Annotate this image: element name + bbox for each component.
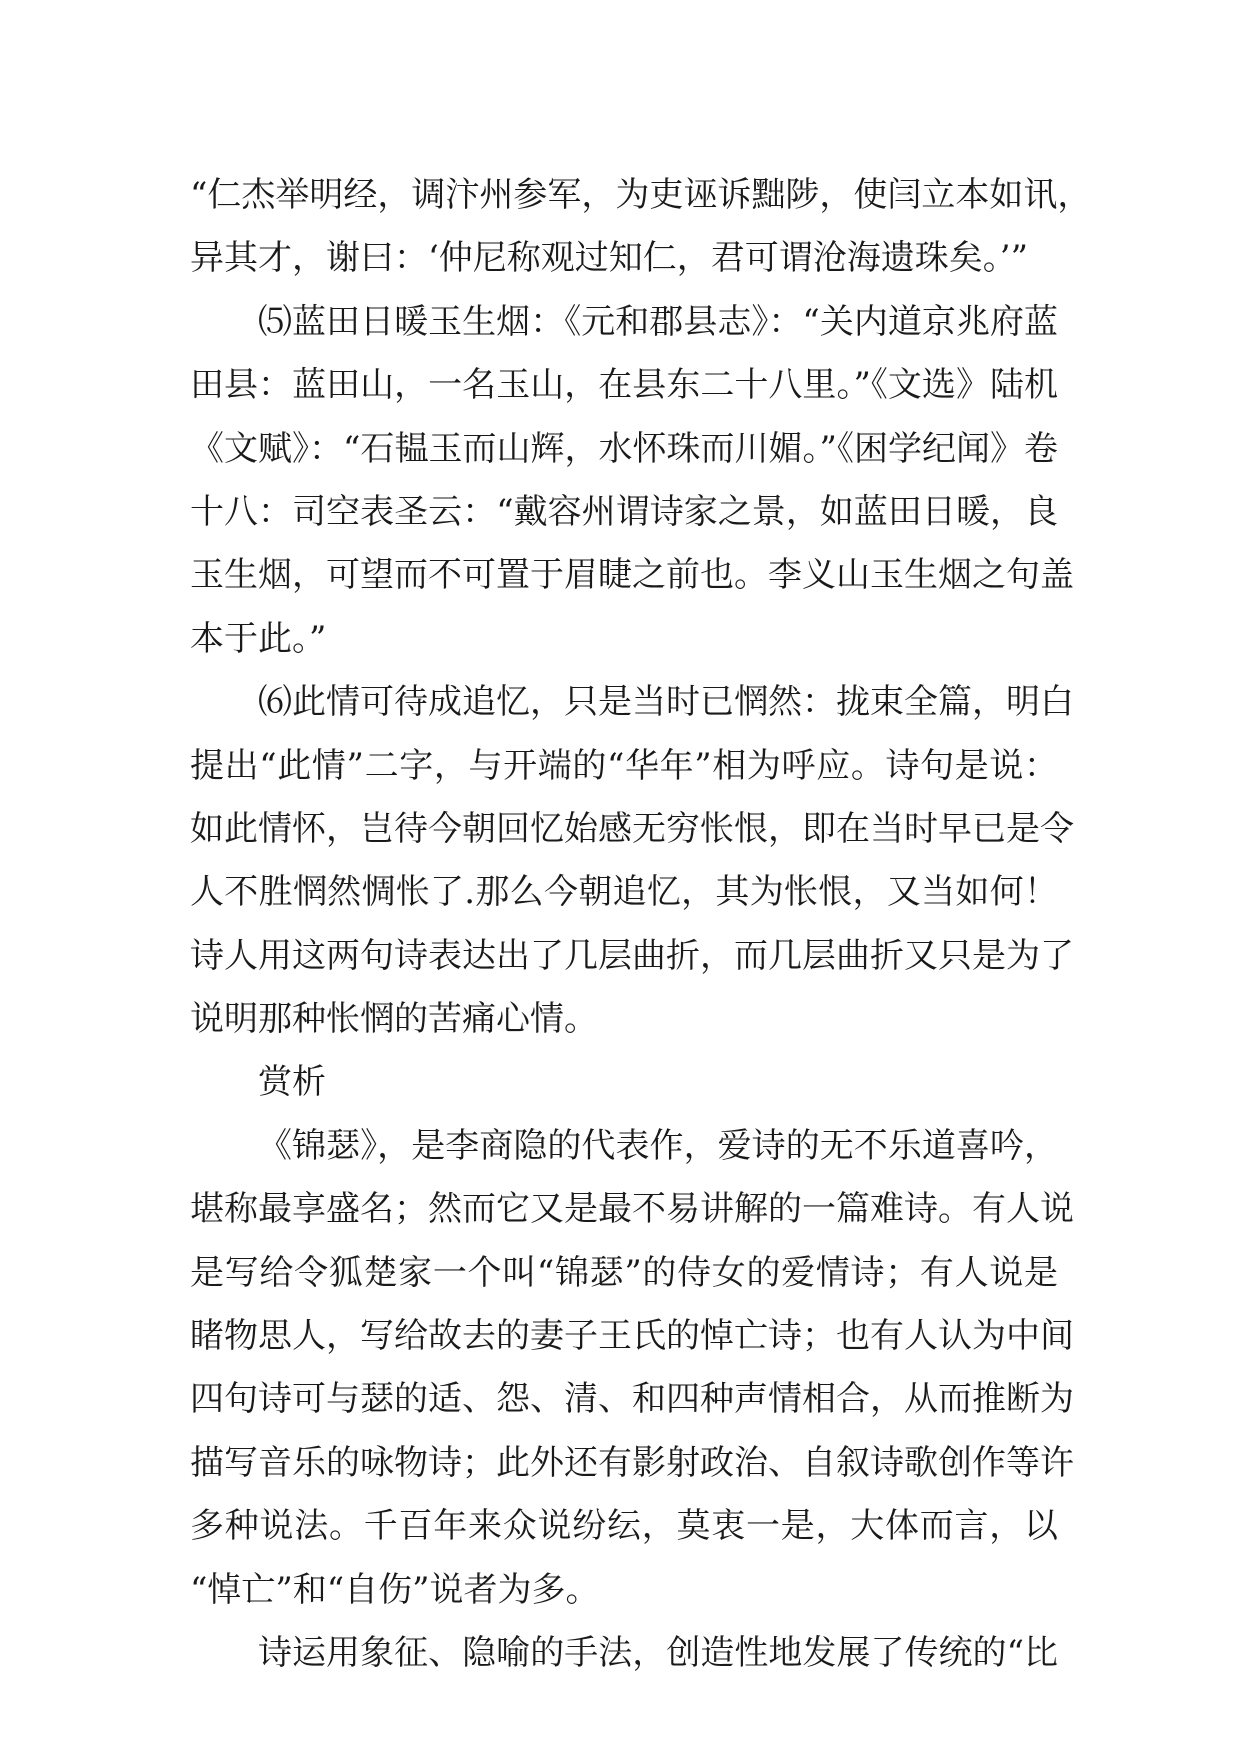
text-line: 提出“此情”二字，与开端的“华年”相为呼应。诗句是说： <box>190 745 1058 786</box>
text-line: 本于此。” <box>190 618 327 659</box>
text-line: 异其才，谢曰：‘仲尼称观过知仁，君可谓沧海遗珠矣。’” <box>190 238 1028 279</box>
section-heading: 赏析 <box>258 1062 326 1103</box>
text-line: 四句诗可与瑟的适、怨、清、和四种声情相合，从而推断为 <box>190 1379 1074 1420</box>
analysis-first-line: 《锦瑟》，是李商隐的代表作，爱诗的无不乐道喜吟， <box>258 1125 1058 1166</box>
text-line: 诗人用这两句诗表达出了几层曲折，而几层曲折又只是为了 <box>190 935 1074 976</box>
body-text <box>190 164 1092 1685</box>
note-5-first-line: ⑸蓝田日暖玉生烟：《元和郡县志》：“关内道京兆府蓝 <box>258 301 1058 342</box>
text-line: 玉生烟，可望而不可置于眉睫之前也。李义山玉生烟之句盖 <box>190 555 1074 596</box>
text-line: 睹物思人，写给故去的妻子王氏的悼亡诗；也有人认为中间 <box>190 1316 1074 1357</box>
text-line: 堪称最享盛名；然而它又是最不易讲解的一篇难诗。有人说 <box>190 1189 1074 1230</box>
text-line: 诗运用象征、隐喻的手法，创造性地发展了传统的“比 <box>258 1632 1058 1673</box>
text-line: 人不胜惘然惆怅了.那么今朝追忆，其为怅恨，又当如何！ <box>190 872 1058 913</box>
note-6-first-line: ⑹此情可待成追忆，只是当时已惘然：拢束全篇，明白 <box>258 682 1074 723</box>
text-line: 《文赋》：“石韫玉而山辉，水怀珠而川媚。”《困学纪闻》卷 <box>190 428 1058 469</box>
text-line: 如此情怀，岂待今朝回忆始感无穷怅恨，即在当时早已是令 <box>190 808 1074 849</box>
text-line: 描写音乐的咏物诗；此外还有影射政治、自叙诗歌创作等许 <box>190 1442 1074 1483</box>
text-line: “仁杰举明经，调汴州参军，为吏诬诉黜陟，使闫立本如讯， <box>190 175 1092 215</box>
text-line: 田县：蓝田山，一名玉山，在县东二十八里。”《文选》陆机 <box>190 365 1058 406</box>
text-line: 十八：司空表圣云：“戴容州谓诗家之景，如蓝田日暖，良 <box>190 491 1058 532</box>
text-line: 是写给令狐楚家一个叫“锦瑟”的侍女的爱情诗；有人说是 <box>190 1252 1058 1293</box>
text-line: “悼亡”和“自伤”说者为多。 <box>190 1569 600 1610</box>
text-line: 说明那种怅惘的苦痛心情。 <box>190 999 598 1040</box>
text-line: 多种说法。千百年来众说纷纭，莫衷一是，大体而言，以 <box>190 1506 1058 1547</box>
